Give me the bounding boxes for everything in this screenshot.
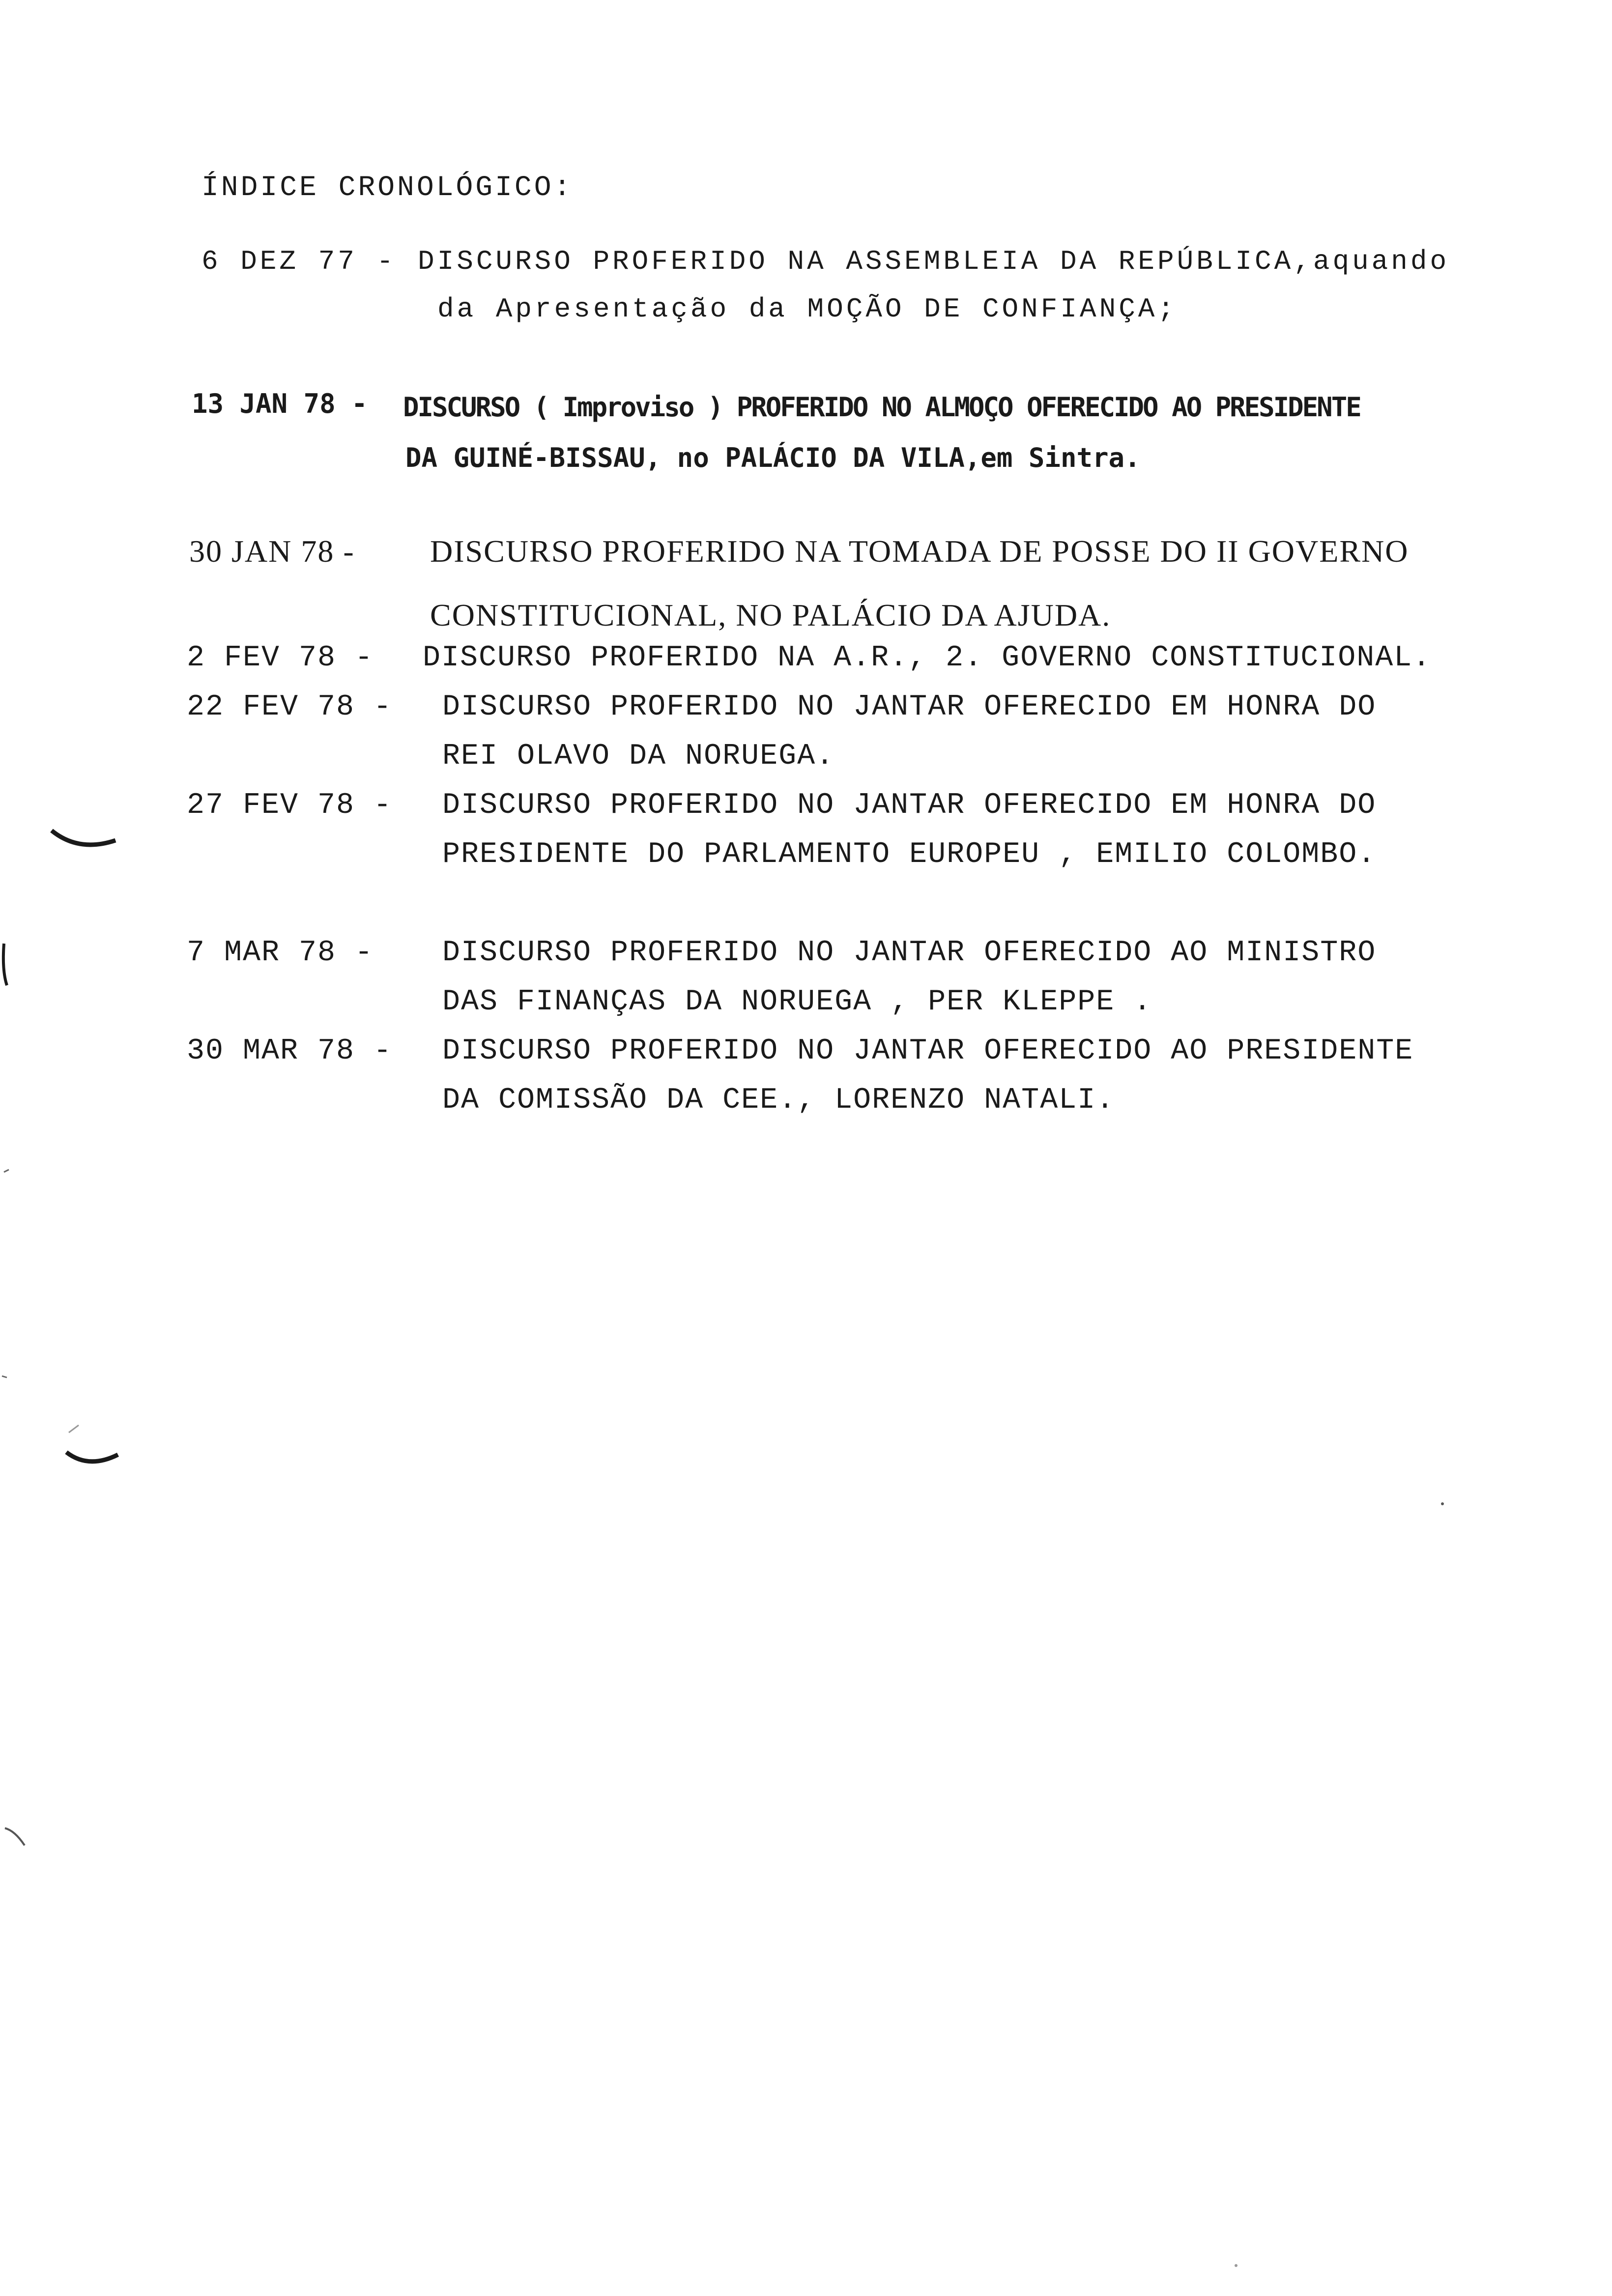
entry-text-line-1: DISCURSO PROFERIDO NA ASSEMBLEIA DA REPÚBLICA,aquando [418, 246, 1450, 277]
entry-text-line-2: DA COMISSÃO DA CEE., LORENZO NATALI. [442, 1084, 1115, 1117]
index-heading: ÍNDICE CRONOLÓGICO: [202, 172, 574, 204]
entry-text-line-1: DISCURSO PROFERIDO NO JANTAR OFERECIDO EM HONRA DO [442, 789, 1377, 822]
entry-text-line-2: REI OLAVO DA NORUEGA. [442, 740, 835, 773]
entry-date: 2 FEV 78 - [187, 641, 374, 675]
margin-scan-mark [2, 1376, 7, 1378]
entry-date: 13 JAN 78 - [192, 388, 368, 419]
margin-scan-mark [5, 1828, 25, 1845]
entry-text-line-1: DISCURSO PROFERIDO NA A.R., 2. GOVERNO CONSTITUCIONAL. [423, 641, 1432, 675]
entry-date: 30 JAN 78 - [189, 534, 355, 569]
entry-text-line-2: PRESIDENTE DO PARLAMENTO EUROPEU , EMILIO COLOMBO. [442, 838, 1377, 871]
entry-date: 7 MAR 78 - [187, 936, 374, 970]
entry-text-line-1: DISCURSO PROFERIDO NO JANTAR OFERECIDO AO PRESIDENTE [442, 1034, 1414, 1068]
entry-text-line-2: da Apresentação da MOÇÃO DE CONFIANÇA; [437, 293, 1178, 325]
entry-text-line-2: CONSTITUCIONAL, NO PALÁCIO DA AJUDA. [430, 598, 1111, 632]
scan-speck [1441, 1502, 1444, 1505]
entry-date: 6 DEZ 77 - [202, 246, 397, 277]
margin-scan-mark [52, 831, 115, 845]
margin-scan-mark [3, 944, 7, 985]
margin-scan-mark [69, 1425, 79, 1433]
entry-text-line-1: DISCURSO PROFERIDO NO JANTAR OFERECIDO EM HONRA DO [442, 690, 1377, 724]
entry-text-line-2: DAS FINANÇAS DA NORUEGA , PER KLEPPE . [442, 985, 1152, 1019]
entry-text-line-2: DA GUINÉ-BISSAU, no PALÁCIO DA VILA,em Sintra. [405, 442, 1141, 473]
entry-date: 30 MAR 78 - [187, 1034, 393, 1068]
margin-scan-mark [4, 1170, 9, 1172]
entry-text-line-1: DISCURSO ( Improviso ) PROFERIDO NO ALMOÇO OFERECIDO AO PRESIDENTE [403, 392, 1360, 423]
entry-text-line-1: DISCURSO PROFERIDO NO JANTAR OFERECIDO AO MINISTRO [442, 936, 1377, 970]
entry-text-line-1: DISCURSO PROFERIDO NA TOMADA DE POSSE DO II GOVERNO [430, 534, 1409, 569]
entry-date: 22 FEV 78 - [187, 690, 393, 724]
scan-speck [1235, 2264, 1238, 2267]
entry-date: 27 FEV 78 - [187, 789, 393, 822]
margin-scan-mark [66, 1452, 118, 1462]
